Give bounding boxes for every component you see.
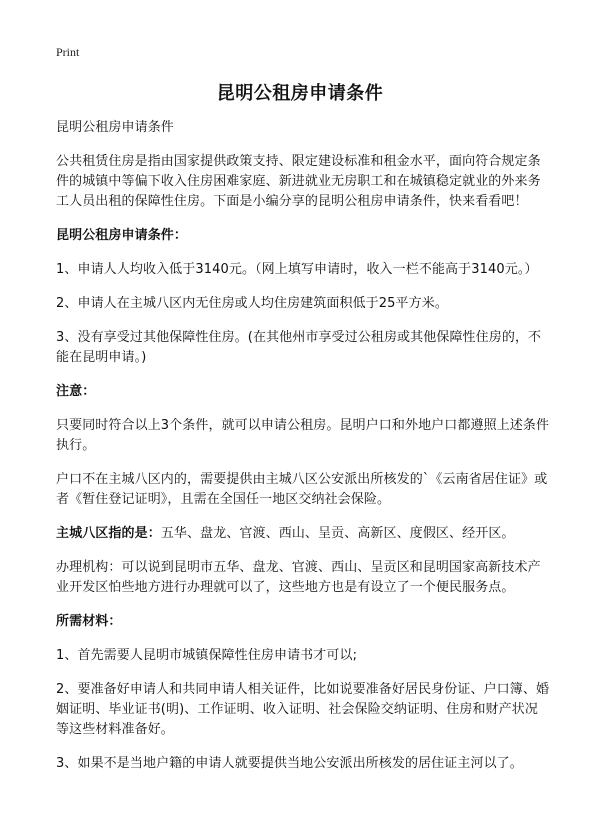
conditions-heading: 昆明公租房申请条件： [56, 228, 188, 243]
article-subtitle: 昆明公租房申请条件 [56, 120, 174, 135]
materials-heading: 所需材料： [56, 614, 122, 629]
condition-3: 3、没有享受过其他保障性住房。(在其他州市享受过公租房或其他保障性住房的，不能在昆明申请。) [56, 330, 542, 365]
agency-paragraph: 办理机构：可以说到昆明市五华、盘龙、官渡、西山、呈贡区和昆明国家高新技术产业开发区怕些地方进行办理就可以了，这些地方也是有设立了一个便民服务点。 [56, 560, 541, 595]
print-label: Print [56, 45, 80, 59]
districts-paragraph [56, 524, 550, 544]
material-3: 3、如果不是当地户籍的申请人就要提供当地公安派出所核发的居住证主河以了。 [56, 756, 523, 771]
condition-2: 2、申请人在主城八区内无住房或人均住房建筑面积低于25平方米。 [56, 296, 448, 311]
note-paragraph-1: 只要同时符合以上3个条件，就可以申请公租房。昆明户口和外地户口都遵照上述条件执行。 [56, 418, 550, 453]
districts-text: 五华、盘龙、官渡、西山、呈贡、高新区、度假区、经开区。 [160, 526, 515, 541]
page-title: 昆明公租房申请条件 [216, 83, 384, 104]
condition-1: 1、申请人人均收入低于3140元。（网上填写申请时，收入一栏不能高于3140元。） [56, 262, 538, 277]
material-1: 1、首先需要人昆明市城镇保障性住房申请书才可以; [56, 648, 358, 663]
article-body [56, 118, 550, 774]
material-2: 2、要准备好申请人和共同申请人相关证件，比如说要准备好居民身份证、户口簿、婚姻证明、毕业证书(明)、工作证明、收入证明、社会保险交纳证明、住房和财产状况等这些材料准备好。 [56, 682, 550, 737]
note-paragraph-2: 户口不在主城八区内的，需要提供由主城八区公安派出所核发的`《云南省居住证》或者《暂住登记证明》，且需在全国任一地区交纳社会保险。 [56, 472, 548, 507]
intro-paragraph: 公共租赁住房是指由国家提供政策支持、限定建设标准和租金水平，面向符合规定条件的城镇中等偏下收入住房困难家庭、新进就业无房职工和在城镇稳定就业的外来务工人员出租的保障性住房。下面是小编分享的昆明公租房申请条件，快来看看吧！ [56, 154, 541, 209]
districts-label: 主城八区指的是： [56, 526, 161, 541]
note-heading: 注意： [56, 384, 96, 399]
